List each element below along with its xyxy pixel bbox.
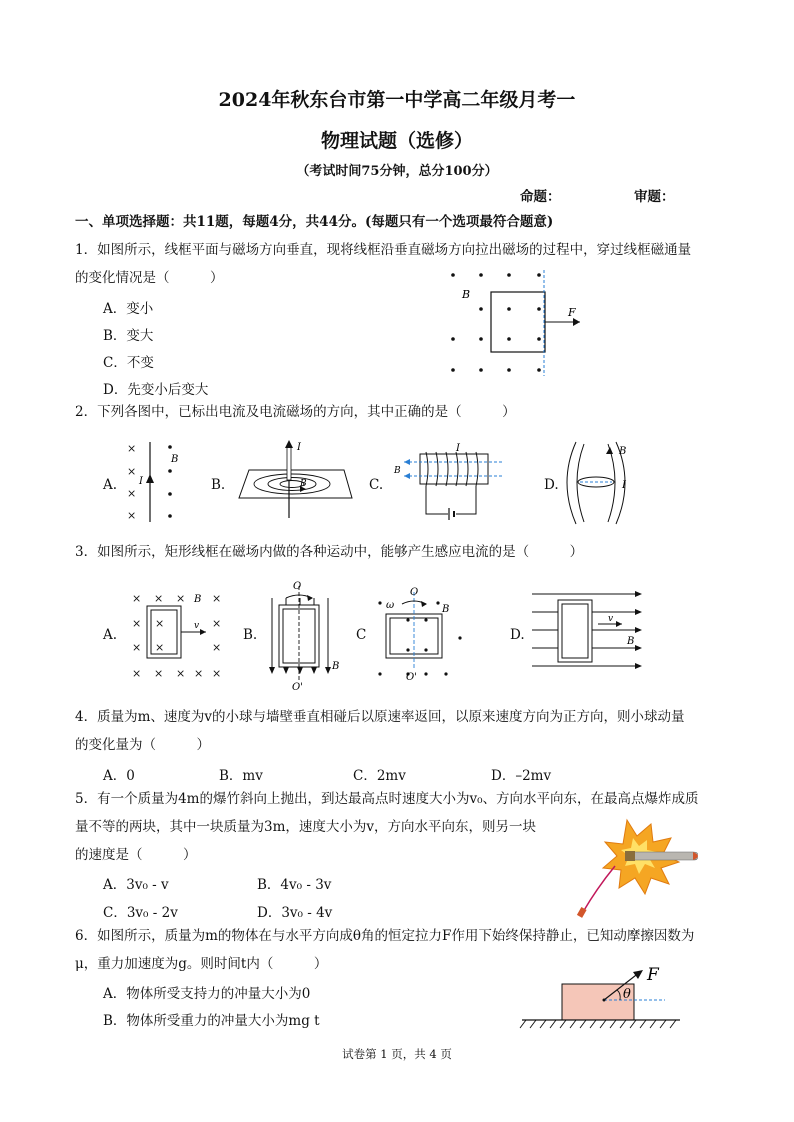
q3b-axis-bottom-label: O': [292, 682, 303, 693]
q5-option-a[interactable]: A．3v₀ - v: [103, 877, 169, 893]
q1-stem-line2: 的变化情况是（ ）: [75, 270, 224, 286]
q1-option-c[interactable]: C．不变: [103, 355, 154, 371]
q2-option-c[interactable]: C.: [369, 477, 384, 493]
q2-figure-b: [234, 440, 354, 522]
exam-info: （考试时间75分钟，总分100分）: [296, 164, 498, 179]
svg-text:×: ×: [132, 667, 142, 680]
svg-text:×: ×: [132, 617, 142, 630]
svg-text:×: ×: [212, 617, 222, 630]
q4-stem-line2: 的变化量为（ ）: [75, 737, 210, 753]
exam-title: 2024年秋东台市第一中学高二年级月考一: [218, 89, 576, 111]
svg-text:×: ×: [127, 442, 137, 455]
q5-stem-line2: 量不等的两块，其中一块质量为3m，速度大小为v，方向水平向东，则另一块: [75, 819, 537, 835]
q5-explosion-illustration: [575, 812, 715, 918]
q4-option-c[interactable]: C．2mv: [353, 768, 406, 784]
q3c-axis-top-label: O: [410, 587, 419, 598]
svg-text:×: ×: [127, 465, 137, 478]
q6-stem-line2: μ，重力加速度为g。则时间t内（ ）: [75, 956, 328, 972]
q2a-field-label: B: [171, 454, 179, 465]
page-footer: 试卷第 1 页，共 4 页: [342, 1047, 452, 1061]
q6-option-a[interactable]: A．物体所受支持力的冲量大小为0: [103, 986, 311, 1002]
q3-figure-b: [266, 578, 346, 693]
q1-field-label: B: [462, 288, 471, 301]
q2-figure-c: [392, 440, 512, 524]
svg-text:×: ×: [212, 592, 222, 605]
q6-figure: [520, 962, 702, 1032]
svg-text:×: ×: [127, 509, 137, 522]
svg-text:×: ×: [155, 617, 165, 630]
q5-stem-line1: 5．有一个质量为4m的爆竹斜向上抛出，到达最高点时速度大小为v₀、方向水平向东，在最高点爆炸成质: [75, 791, 699, 807]
q3a-field-label: B: [194, 594, 202, 605]
q3-figure-d: [530, 588, 650, 678]
q3-option-d[interactable]: D.: [510, 627, 525, 643]
q6-force-label: F: [647, 965, 659, 985]
q1-option-d[interactable]: D．先变小后变大: [103, 382, 209, 398]
q3b-axis-top-label: O: [293, 581, 302, 592]
svg-text:×: ×: [132, 592, 142, 605]
q1-figure: [440, 262, 600, 382]
q3c-axis-bottom-label: O': [406, 672, 417, 683]
q3-stem: 3．如图所示，矩形线框在磁场内做的各种运动中，能够产生感应电流的是（ ）: [75, 544, 584, 560]
q1-stem-line1: 1．如图所示，线框平面与磁场方向垂直，现将线框沿垂直磁场方向拉出磁场的过程中，穿过线框磁通量: [75, 242, 692, 258]
q3d-field-label: B: [627, 636, 635, 647]
q2c-field-label: B: [394, 466, 401, 476]
q3-figure-c: [372, 586, 472, 686]
q4-option-a[interactable]: A．0: [103, 768, 135, 784]
q4-option-b[interactable]: B．mv: [219, 768, 263, 784]
q2c-current-label: I: [456, 443, 460, 454]
q2b-field-label: B: [300, 479, 307, 489]
q2d-current-label: I: [622, 480, 626, 491]
q3a-velocity-label: v: [194, 621, 200, 631]
q2-option-d[interactable]: D.: [544, 477, 559, 493]
q2b-current-label: I: [297, 442, 301, 453]
svg-text:×: ×: [212, 667, 222, 680]
section-heading: 一、单项选择题：共11题，每题4分，共44分。(每题只有一个选项最符合题意): [75, 214, 554, 230]
svg-text:×: ×: [194, 667, 204, 680]
q6-stem-line1: 6．如图所示，质量为m的物体在与水平方向成θ角的恒定拉力F作用下始终保持静止，已知动摩擦因数为: [75, 928, 695, 944]
svg-text:×: ×: [127, 487, 137, 500]
q1-option-b[interactable]: B．变大: [103, 328, 154, 344]
q5-option-d[interactable]: D．3v₀ - 4v: [257, 905, 333, 921]
q1-option-a[interactable]: A．变小: [103, 301, 154, 317]
q2-figure-d: [562, 438, 642, 526]
q2a-current-label: I: [139, 476, 143, 487]
q5-option-b[interactable]: B．4v₀ - 3v: [257, 877, 332, 893]
svg-text:×: ×: [212, 641, 222, 654]
q6-angle-label: θ: [623, 987, 631, 1002]
reviewer-label: 审题：: [634, 189, 675, 205]
q3b-field-label: B: [332, 661, 340, 672]
q2-figure-a: [122, 438, 182, 524]
svg-text:×: ×: [132, 641, 142, 654]
q3d-velocity-label: v: [608, 614, 614, 624]
q6-option-b[interactable]: B．物体所受重力的冲量大小为mg t: [103, 1013, 320, 1029]
q3-figure-a: [130, 588, 230, 680]
q3-option-a[interactable]: A.: [103, 627, 118, 643]
q4-option-d[interactable]: D．–2mv: [491, 768, 552, 784]
q2d-field-label: B: [619, 446, 627, 457]
paper-subtitle: 物理试题（选修）: [320, 130, 473, 152]
q5-stem-line3: 的速度是（ ）: [75, 847, 197, 863]
q1-force-label: F: [568, 306, 576, 319]
svg-text:×: ×: [154, 592, 164, 605]
svg-text:×: ×: [176, 592, 186, 605]
q5-option-c[interactable]: C．3v₀ - 2v: [103, 905, 178, 921]
q2-option-b[interactable]: B.: [211, 477, 226, 493]
q3c-field-label: B: [442, 604, 450, 615]
q2-stem: 2．下列各图中，已标出电流及电流磁场的方向，其中正确的是（ ）: [75, 404, 516, 420]
q4-stem-line1: 4．质量为m、速度为v的小球与墙壁垂直相碰后以原速率返回，以原来速度方向为正方向，则小球动量: [75, 709, 685, 725]
q3-option-b[interactable]: B.: [243, 627, 258, 643]
svg-text:×: ×: [154, 667, 164, 680]
q3c-omega-label: ω: [386, 600, 395, 611]
q3-option-c[interactable]: C: [356, 627, 367, 643]
q2-option-a[interactable]: A.: [103, 477, 118, 493]
proposer-label: 命题：: [520, 189, 561, 205]
svg-text:×: ×: [155, 641, 165, 654]
svg-text:×: ×: [176, 667, 186, 680]
